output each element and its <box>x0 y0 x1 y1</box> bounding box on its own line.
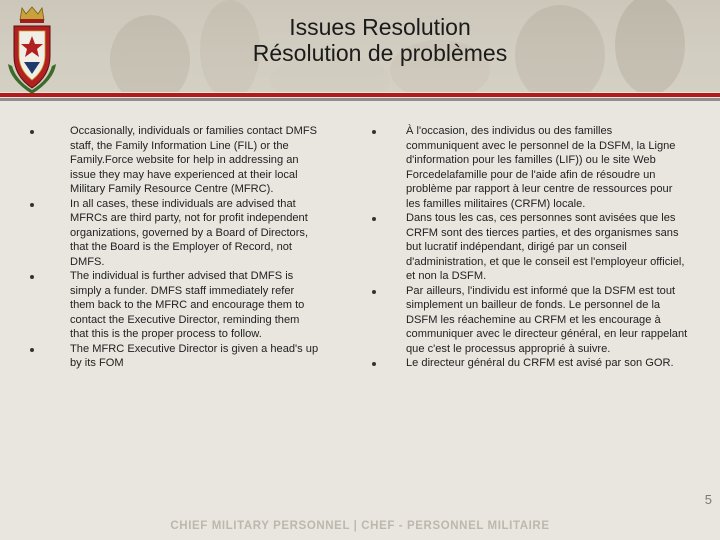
english-column <box>30 124 320 371</box>
title-french: Résolution de problèmes <box>252 40 508 66</box>
red-divider <box>0 93 720 97</box>
title-english: Issues Resolution <box>289 14 471 40</box>
bullet-icon <box>372 130 376 134</box>
bullet-icon <box>30 130 34 134</box>
bullet-icon <box>30 203 34 207</box>
list-item <box>30 197 320 270</box>
bullet-text: Par ailleurs, l'individu est informé que la DSFM est tout simplement un bailleur de fonds. Le personnel de la DSFM les réachemine au CRFM et les encourage à communiquer avec le directeur général, en leur rappelant que c'est le processus approprié à suivre. <box>406 284 688 355</box>
list-item <box>30 342 320 371</box>
bullet-text: Occasionally, individuals or families contact DMFS staff, the Family Information Line (FIL) or the Family.Force website for help in addressing an issue they may have experienced at their local Military Family Resource Centre (MFRC). <box>70 125 318 195</box>
bullet-text: The MFRC Executive Director is given a head's up by its FOM <box>70 342 319 369</box>
bullet-text: Dans tous les cas, ces personnes sont avisées que les CRFM sont des tierces parties, et des organismes sans but lucratif indépendant, dirigé par un conseil d'administration, et que le conseil est l'employeur officiel, et non la DSFM. <box>406 212 685 282</box>
bullet-text: À l'occasion, des individus ou des familles communiquent avec le personnel de la DSFM, la Ligne d'information pour les familles (LIF)) ou le site Web Forcedelafamille pour de l'aide afin de résoudre un problème par rapport à leur centre de ressources pour les familles militaires (CRFM) locale. <box>406 125 676 210</box>
bullet-icon <box>30 275 34 279</box>
list-item <box>372 211 688 284</box>
french-bullet-list <box>372 124 688 371</box>
list-item <box>372 356 688 371</box>
footer-text: CHIEF MILITARY PERSONNEL | CHEF - PERSONNEL MILITAIRE <box>170 520 550 532</box>
list-item <box>372 284 688 357</box>
english-bullet-list <box>30 124 320 371</box>
bullet-icon <box>372 217 376 221</box>
bullet-text: Le directeur général du CRFM est avisé par son GOR. <box>406 357 674 369</box>
french-column <box>372 124 688 371</box>
bullet-icon <box>30 348 34 352</box>
bullet-text: In all cases, these individuals are advised that MFRCs are third party, not for profit independent organizations, governed by a Board of Directors, that the Board is the Employer of Record, not DMFS. <box>70 197 309 268</box>
list-item <box>30 124 320 197</box>
bullet-icon <box>372 290 376 294</box>
grey-divider <box>0 98 720 101</box>
military-crest-icon <box>6 4 58 96</box>
bullet-icon <box>372 362 376 366</box>
list-item <box>30 269 320 342</box>
page-number: 5 <box>704 492 712 507</box>
slide-title <box>120 14 640 66</box>
list-item <box>372 124 688 211</box>
bullet-text: The individual is further advised that DMFS is simply a funder. DMFS staff immediately refer them back to the MFRC and encourage them to contact the Executive Director, reminding them that this is the proper process to follow. <box>70 270 305 340</box>
